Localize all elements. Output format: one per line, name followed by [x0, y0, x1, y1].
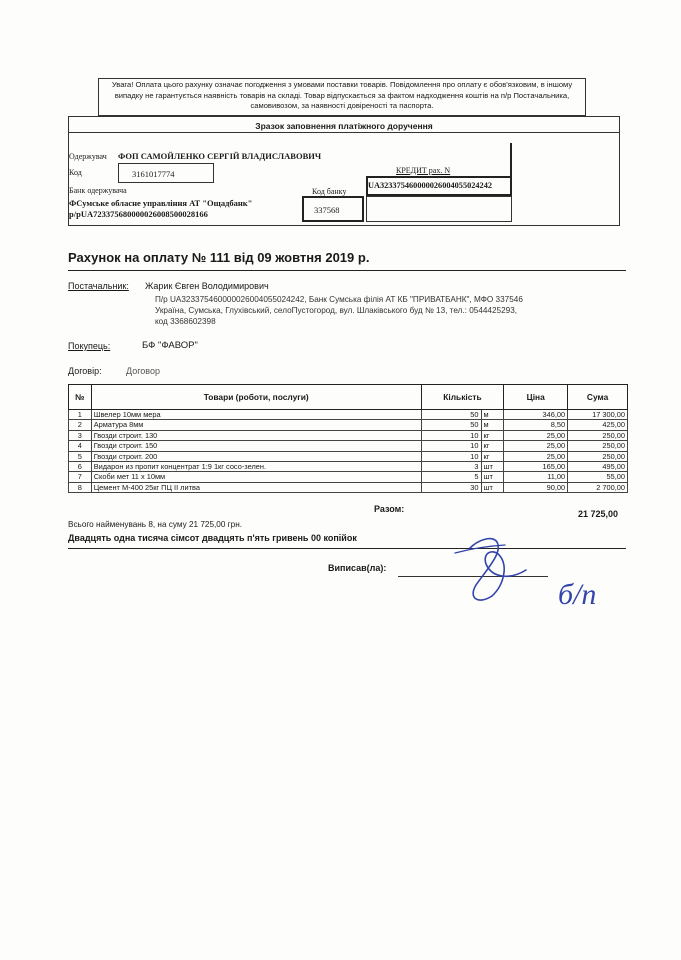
row-sum: 55,00	[568, 472, 628, 482]
row-sum: 2 700,00	[568, 482, 628, 492]
contract-label: Договір:	[68, 366, 102, 376]
row-unit: шт	[481, 462, 504, 472]
bank-code-label: Код банку	[312, 187, 347, 196]
row-unit: шт	[481, 482, 504, 492]
row-price: 25,00	[504, 441, 568, 451]
row-unit: кг	[481, 451, 504, 461]
bank-account: р/рUA723375680000026008500028166	[69, 209, 208, 219]
row-qty: 3	[421, 462, 481, 472]
row-price: 165,00	[504, 462, 568, 472]
row-name: Гвозди строит. 150	[91, 441, 421, 451]
row-qty: 5	[421, 472, 481, 482]
row-number: 1	[69, 410, 92, 420]
bank-label: Банк одержувача	[69, 186, 127, 195]
bank-code: 337568	[314, 205, 340, 215]
credit-account: UA323375460000026004055024242	[368, 181, 492, 190]
invoice-title: Рахунок на оплату № 111 від 09 жовтня 2019 р.	[68, 250, 370, 265]
total-label: Разом:	[374, 504, 405, 514]
row-qty: 10	[421, 441, 481, 451]
supplier-bank-details: П/р UA323375460000026004055024242, Банк Сумська філія АТ КБ "ПРИВАТБАНК", МФО 337546	[155, 295, 523, 304]
row-number: 3	[69, 430, 92, 440]
row-unit: шт	[481, 472, 504, 482]
supplier-label: Постачальник:	[68, 281, 129, 291]
row-sum: 250,00	[568, 451, 628, 461]
row-sum: 495,00	[568, 462, 628, 472]
row-sum: 250,00	[568, 430, 628, 440]
recipient-code: 3161017774	[132, 169, 175, 179]
row-name: Скоби мет 11 х 10мм	[91, 472, 421, 482]
total-in-words: Двадцять одна тисяча сімсот двадцять п'ять гривень 00 копійок	[68, 533, 357, 543]
supplier-address: Україна, Сумська, Глухівський, селоПустогород, вул. Шлаківського буд № 13, тел.: 0544425293,	[155, 306, 518, 315]
recipient-label: Одержувач	[69, 152, 107, 161]
row-price: 90,00	[504, 482, 568, 492]
supplier-name: Жарик Євген Володимирович	[145, 281, 269, 291]
row-qty: 10	[421, 430, 481, 440]
row-sum: 250,00	[568, 441, 628, 451]
recipient-name: ФОП САМОЙЛЕНКО СЕРГІЙ ВЛАДИСЛАВОВИЧ	[118, 151, 322, 161]
buyer-label: Покупець:	[68, 341, 111, 351]
payment-order-title: Зразок заповнення платіжного доручення	[255, 121, 433, 131]
supplier-code: код 3368602398	[155, 317, 216, 326]
row-sum: 17 300,00	[568, 410, 628, 420]
row-qty: 10	[421, 451, 481, 461]
row-number: 8	[69, 482, 92, 492]
header-price: Ціна	[504, 385, 568, 410]
header-goods: Товари (роботи, послуги)	[91, 385, 421, 410]
payment-notice: Увага! Оплата цього рахунку означає погодження з умовами поставки товарів. Повідомлення про оплату є обов'язковим, в іншому випадку не гарантується наявність товарів на складі. Товар відпускається за фактом надходження коштів на п/р Постачальника, самовивозом, за наявності довіреності та паспорта.	[98, 78, 586, 116]
signed-by-label: Виписав(ла):	[328, 563, 387, 573]
row-price: 25,00	[504, 430, 568, 440]
row-name: Гвозди строит. 200	[91, 451, 421, 461]
row-price: 25,00	[504, 451, 568, 461]
row-price: 11,00	[504, 472, 568, 482]
row-name: Швелер 10мм мера	[91, 410, 421, 420]
total-value: 21 725,00	[578, 509, 619, 519]
row-unit: м	[481, 410, 504, 420]
row-name: Арматура 8мм	[91, 420, 421, 430]
row-name: Цемент М-400 25кг ПЦ II литва	[91, 482, 421, 492]
credit-label: КРЕДИТ рах. N	[396, 166, 451, 175]
row-number: 4	[69, 441, 92, 451]
row-unit: м	[481, 420, 504, 430]
row-price: 8,50	[504, 420, 568, 430]
row-number: 6	[69, 462, 92, 472]
row-number: 7	[69, 472, 92, 482]
contract-value: Договор	[126, 366, 160, 376]
bank-name: ФСумське обласне управління АТ "Ощадбанк"	[69, 198, 253, 208]
handwritten-note: б/п	[558, 578, 597, 611]
row-name: Гвозди строит. 130	[91, 430, 421, 440]
header-quantity: Кількість	[421, 385, 504, 410]
buyer-name: БФ "ФАВОР"	[142, 340, 198, 351]
row-qty: 30	[421, 482, 481, 492]
row-name: Видарон из пропит концентрат 1:9 1кг сосо-зелен.	[91, 462, 421, 472]
items-count-summary: Всього найменувань 8, на суму 21 725,00 грн.	[68, 520, 242, 529]
row-number: 2	[69, 420, 92, 430]
row-price: 346,00	[504, 410, 568, 420]
row-unit: кг	[481, 441, 504, 451]
row-sum: 425,00	[568, 420, 628, 430]
header-sum: Сума	[568, 385, 628, 410]
row-qty: 50	[421, 420, 481, 430]
code-label: Код	[69, 168, 82, 177]
row-number: 5	[69, 451, 92, 461]
row-qty: 50	[421, 410, 481, 420]
row-unit: кг	[481, 430, 504, 440]
header-number: №	[69, 385, 92, 410]
